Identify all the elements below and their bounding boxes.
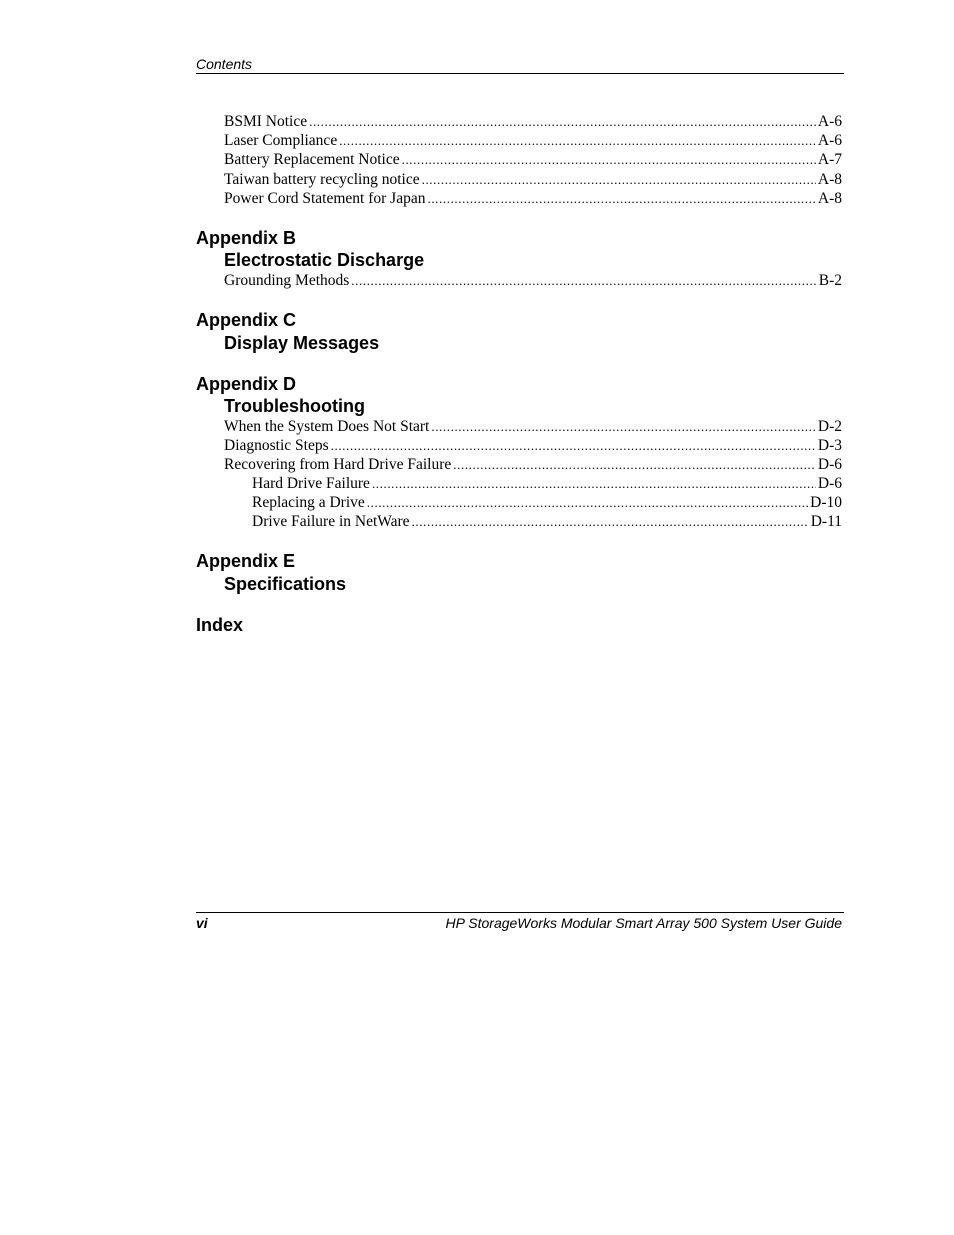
- toc-entry-page: D-2: [817, 418, 842, 435]
- toc-entry-title: Drive Failure in NetWare: [252, 513, 410, 530]
- appendix-e-label[interactable]: Appendix E: [196, 551, 296, 571]
- toc-entry-title: Recovering from Hard Drive Failure: [224, 456, 452, 473]
- toc-entry[interactable]: [224, 171, 842, 191]
- toc-entry[interactable]: [224, 437, 842, 457]
- toc-entry-title: When the System Does Not Start: [224, 418, 430, 435]
- toc-entry-title: Battery Replacement Notice: [224, 151, 400, 168]
- footer-book-title: HP StorageWorks Modular Smart Array 500 System User Guide: [445, 915, 842, 931]
- toc-leader: [351, 273, 816, 289]
- toc-leader: [372, 476, 816, 492]
- toc-entry-page: D-3: [817, 437, 842, 454]
- toc-leader: [402, 152, 816, 168]
- toc-leader: [453, 457, 816, 473]
- appendix-e-title[interactable]: Specifications: [224, 574, 347, 594]
- appendix-d-label[interactable]: Appendix D: [196, 374, 297, 394]
- toc-leader: [309, 114, 816, 130]
- toc-entry-page: B-2: [818, 272, 842, 289]
- toc-subentry[interactable]: [252, 494, 842, 514]
- appendix-c-title[interactable]: Display Messages: [224, 333, 380, 353]
- toc-entry-page: D-11: [810, 513, 842, 530]
- toc-entry[interactable]: [224, 113, 842, 133]
- toc-entry-title: Diagnostic Steps: [224, 437, 329, 454]
- toc-entry-page: A-7: [817, 151, 842, 168]
- toc-entry-title: Power Cord Statement for Japan: [224, 190, 426, 207]
- toc-entry-page: D-6: [817, 475, 842, 492]
- toc-entry-title: Replacing a Drive: [252, 494, 365, 511]
- toc-entry-page: D-6: [817, 456, 842, 473]
- toc-leader: [422, 172, 816, 188]
- toc-leader: [412, 514, 809, 530]
- toc-entry-title: Laser Compliance: [224, 132, 338, 149]
- toc-entry-page: A-6: [817, 113, 842, 130]
- toc-entry-title: BSMI Notice: [224, 113, 308, 130]
- appendix-c-label[interactable]: Appendix C: [196, 310, 297, 330]
- toc-leader: [431, 419, 816, 435]
- toc-entry[interactable]: [224, 456, 842, 476]
- footer-rule: [196, 912, 844, 913]
- index-heading[interactable]: Index: [196, 615, 244, 635]
- appendix-d-title[interactable]: Troubleshooting: [224, 396, 365, 416]
- toc-subentry[interactable]: [252, 475, 842, 495]
- toc-entry-title: Hard Drive Failure: [252, 475, 370, 492]
- running-header: Contents: [196, 56, 253, 72]
- header-rule: [196, 73, 844, 74]
- toc-entry[interactable]: [224, 418, 842, 438]
- footer-page-number: vi: [196, 915, 208, 931]
- toc-entry-page: A-8: [817, 190, 842, 207]
- toc-entry[interactable]: [224, 190, 842, 210]
- toc-entry[interactable]: [224, 132, 842, 152]
- toc-entry-page: A-6: [817, 132, 842, 149]
- appendix-b-label[interactable]: Appendix B: [196, 228, 297, 248]
- toc-entry[interactable]: [224, 151, 842, 171]
- toc-subentry[interactable]: [252, 513, 842, 533]
- toc-leader: [367, 495, 808, 511]
- toc-entry-page: D-10: [810, 494, 842, 511]
- appendix-b-title[interactable]: Electrostatic Discharge: [224, 250, 425, 270]
- toc-entry-title: Taiwan battery recycling notice: [224, 171, 420, 188]
- toc-leader: [339, 133, 816, 149]
- toc-leader: [427, 191, 815, 207]
- toc-entry-page: A-8: [817, 171, 842, 188]
- toc-entry[interactable]: [224, 272, 842, 292]
- toc-leader: [331, 438, 816, 454]
- toc-entry-title: Grounding Methods: [224, 272, 350, 289]
